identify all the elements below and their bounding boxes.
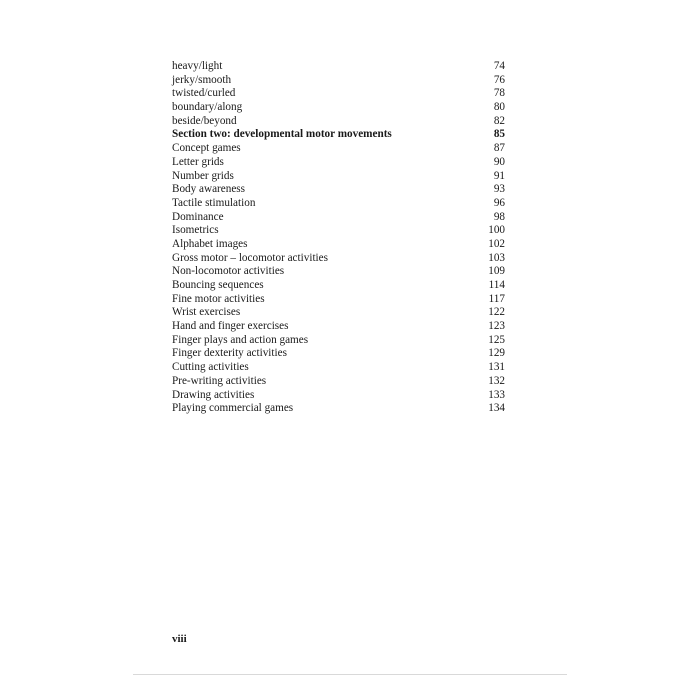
toc-entry-page: 102 [488, 237, 505, 250]
toc-entry [172, 238, 505, 252]
toc-entry-title: Bouncing sequences [172, 279, 264, 291]
toc-entry-title: Section two: developmental motor movements [172, 128, 392, 141]
toc-entry-title: Body awareness [172, 183, 246, 196]
toc-entry-title: twisted/curled [172, 87, 236, 100]
toc-entry [172, 211, 505, 225]
toc-entry-title: Finger plays and action games [172, 333, 309, 346]
toc-entry-page: 93 [493, 183, 505, 196]
toc-entry-page: 109 [488, 265, 505, 278]
toc-entry-page: 122 [488, 306, 505, 319]
toc-entry-page: 76 [493, 73, 505, 86]
toc-entry-title: Pre-writing activities [172, 374, 267, 387]
toc-entry-page: 98 [493, 210, 505, 223]
toc-entry [172, 224, 505, 238]
toc-entry [172, 115, 505, 129]
toc-entry-title: Drawing activities [172, 388, 255, 401]
toc-entry-title: beside/beyond [172, 114, 237, 127]
page-number: viii [172, 633, 187, 645]
toc-entry [172, 265, 505, 279]
toc-entry-title: Hand and finger exercises [172, 320, 289, 333]
toc-entry-page: 96 [493, 196, 505, 209]
toc-entry-page: 85 [493, 128, 505, 141]
toc-entry-title: Letter grids [172, 155, 224, 168]
toc-entry-page: 132 [488, 374, 505, 387]
toc-entry-page: 123 [488, 320, 505, 333]
toc-entry-title: Tactile stimulation [172, 196, 256, 209]
toc-entry-title: Number grids [172, 169, 234, 182]
toc-entry [172, 375, 505, 389]
toc-entry [172, 101, 505, 115]
toc-entry-page: 133 [488, 388, 505, 401]
toc-entry [172, 87, 505, 101]
toc-entry-page: 114 [488, 279, 505, 291]
toc-section-heading [172, 128, 505, 142]
toc-entry-page: 90 [493, 155, 505, 168]
toc-entry-title: jerky/smooth [172, 73, 232, 86]
toc-entry-title: Non-locomotor activities [172, 265, 285, 278]
toc-entry-page: 134 [488, 402, 505, 415]
toc-entry [172, 142, 505, 156]
toc-entry-page: 91 [493, 169, 505, 182]
toc-entry [172, 402, 505, 416]
toc-entry [172, 347, 505, 361]
toc-entry-title: Playing commercial games [172, 402, 294, 415]
toc-entry [172, 389, 505, 403]
toc-entry-page: 129 [488, 347, 505, 360]
toc-entry [172, 293, 505, 307]
bottom-rule [133, 674, 567, 675]
toc-entry-page: 74 [493, 60, 505, 72]
toc-entry-page: 117 [488, 292, 505, 305]
toc-entry [172, 361, 505, 375]
toc-entry-title: boundary/along [172, 101, 243, 114]
toc-entry-title: Finger dexterity activities [172, 347, 287, 360]
toc-entry-page: 78 [493, 87, 505, 100]
toc-entry-title: Gross motor – locomotor activities [172, 251, 328, 264]
toc-entry-page: 131 [488, 361, 505, 374]
toc-entry-title: Concept games [172, 142, 241, 155]
toc-entry [172, 60, 505, 74]
toc-entry [172, 334, 505, 348]
toc-entry-page: 125 [488, 333, 505, 346]
toc-entry-title: Fine motor activities [172, 292, 265, 305]
toc-entry-title: Wrist exercises [172, 306, 241, 319]
toc-entry-page: 80 [493, 101, 505, 114]
toc-entry-page: 87 [493, 142, 505, 155]
toc-entry [172, 183, 505, 197]
toc-entry-title: Alphabet images [172, 237, 248, 250]
toc-entry [172, 306, 505, 320]
toc-entry [172, 170, 505, 184]
toc-entry-page: 103 [488, 251, 505, 264]
toc-entry [172, 320, 505, 334]
toc-entry-title: Cutting activities [172, 361, 249, 374]
toc-entry-title: Dominance [172, 210, 224, 223]
toc-entry-page: 100 [488, 224, 505, 237]
toc-entry-page: 82 [493, 114, 505, 127]
toc-entry-title: heavy/light [172, 60, 223, 72]
table-of-contents [172, 60, 505, 416]
toc-entry [172, 197, 505, 211]
toc-entry [172, 279, 505, 293]
toc-entry [172, 156, 505, 170]
toc-entry [172, 252, 505, 266]
toc-entry [172, 74, 505, 88]
toc-entry-title: Isometrics [172, 224, 219, 237]
